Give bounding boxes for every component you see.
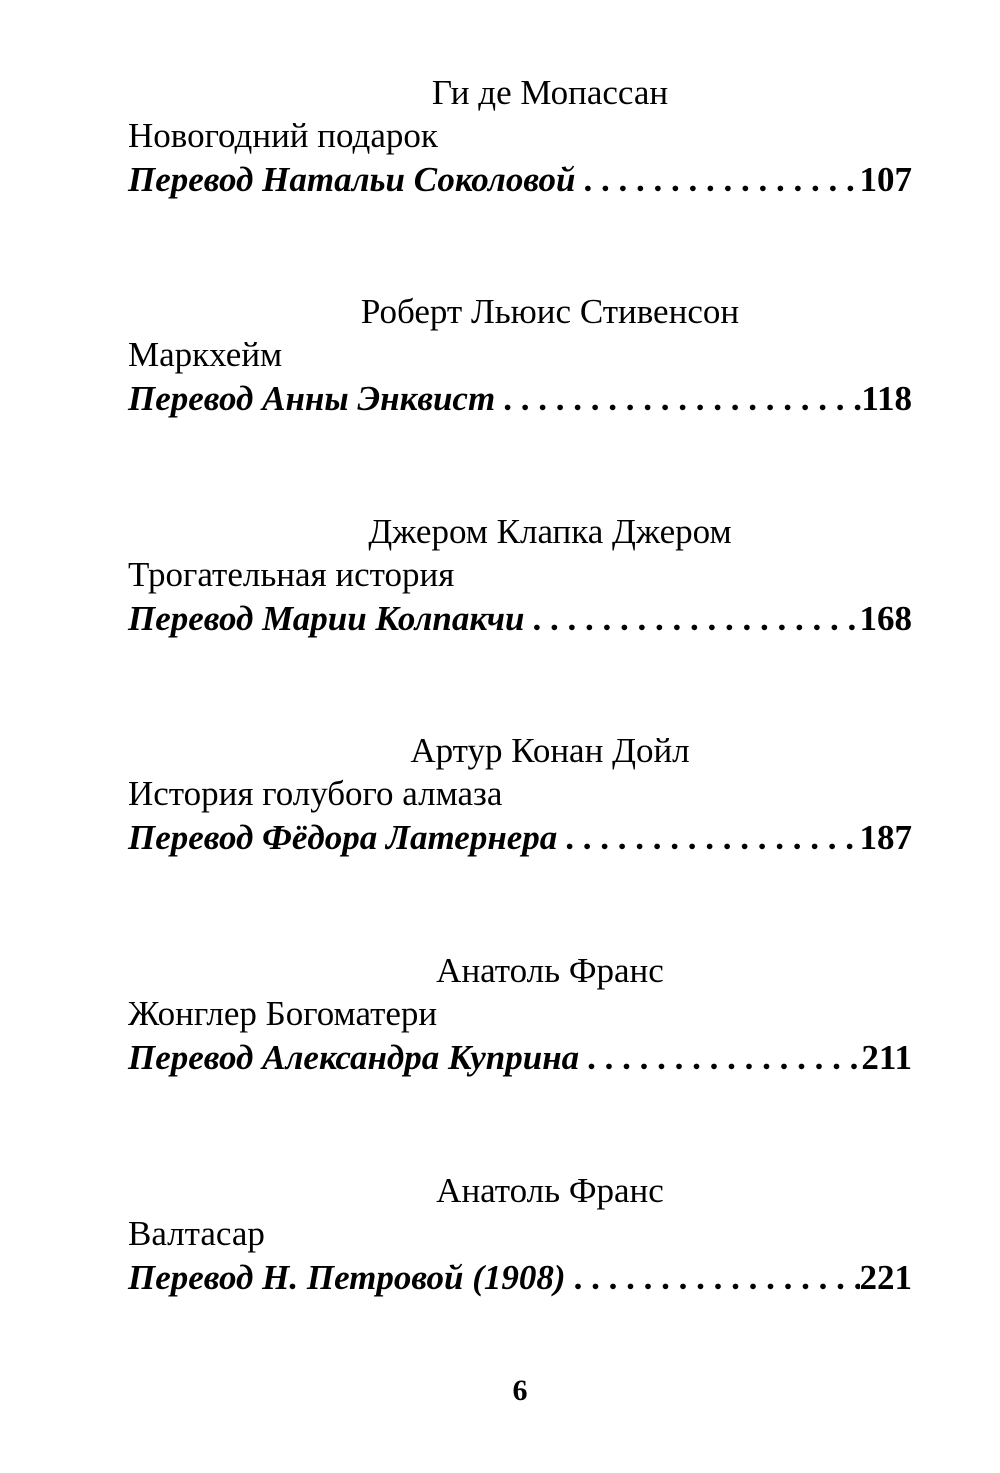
entry-translator-row bbox=[128, 1036, 912, 1080]
toc-entry bbox=[128, 950, 912, 1080]
entry-translator: Перевод Анны Энквист bbox=[128, 379, 496, 418]
toc-entry bbox=[128, 72, 912, 202]
entry-author: Джером Клапка Джером bbox=[368, 512, 732, 551]
entry-author: Артур Конан Дойл bbox=[410, 731, 690, 770]
page-number: 6 bbox=[512, 1374, 528, 1407]
entry-author: Роберт Льюис Стивенсон bbox=[360, 292, 740, 331]
toc-entry bbox=[128, 1170, 912, 1300]
dot-leader bbox=[525, 597, 860, 641]
dot-leader bbox=[566, 1256, 860, 1300]
entry-translator: Перевод Марии Колпакчи bbox=[128, 599, 525, 638]
entry-page-number: 107 bbox=[859, 160, 912, 199]
entry-page-number: 221 bbox=[859, 1258, 912, 1297]
entry-translator-row bbox=[128, 597, 912, 641]
dot-leader bbox=[575, 158, 859, 202]
entry-translator: Перевод Фёдора Латернера bbox=[128, 818, 558, 857]
entry-translator-row bbox=[128, 377, 912, 421]
toc-entry bbox=[128, 730, 912, 860]
entry-author: Анатоль Франс bbox=[436, 1171, 664, 1210]
entry-translator: Перевод Н. Петровой (1908) bbox=[128, 1258, 566, 1297]
toc-entry bbox=[128, 291, 912, 421]
entry-title: Жонглер Богоматери bbox=[128, 994, 438, 1033]
entry-title: Трогательная история bbox=[128, 555, 455, 594]
entry-translator-row bbox=[128, 1256, 912, 1300]
dot-leader bbox=[579, 1036, 861, 1080]
entry-title: Новогодний подарок bbox=[128, 116, 438, 155]
entry-page-number: 211 bbox=[861, 1038, 912, 1077]
entry-page-number: 187 bbox=[859, 818, 912, 857]
dot-leader bbox=[557, 816, 859, 860]
entry-translator-row bbox=[128, 158, 912, 202]
toc-entry bbox=[128, 511, 912, 641]
entry-author: Анатоль Франс bbox=[436, 951, 664, 990]
entry-page-number: 168 bbox=[859, 599, 912, 638]
entry-page-number: 118 bbox=[861, 379, 912, 418]
entry-translator-row bbox=[128, 816, 912, 860]
entry-translator: Перевод Александра Куприна bbox=[128, 1038, 580, 1077]
entry-author: Ги де Мопассан bbox=[431, 73, 669, 112]
entry-title: Валтасар bbox=[128, 1214, 265, 1253]
entry-title: История голубого алмаза bbox=[128, 774, 503, 813]
entry-translator: Перевод Натальи Соколовой bbox=[128, 160, 576, 199]
entry-title: Маркхейм bbox=[128, 335, 283, 374]
dot-leader bbox=[495, 377, 861, 421]
